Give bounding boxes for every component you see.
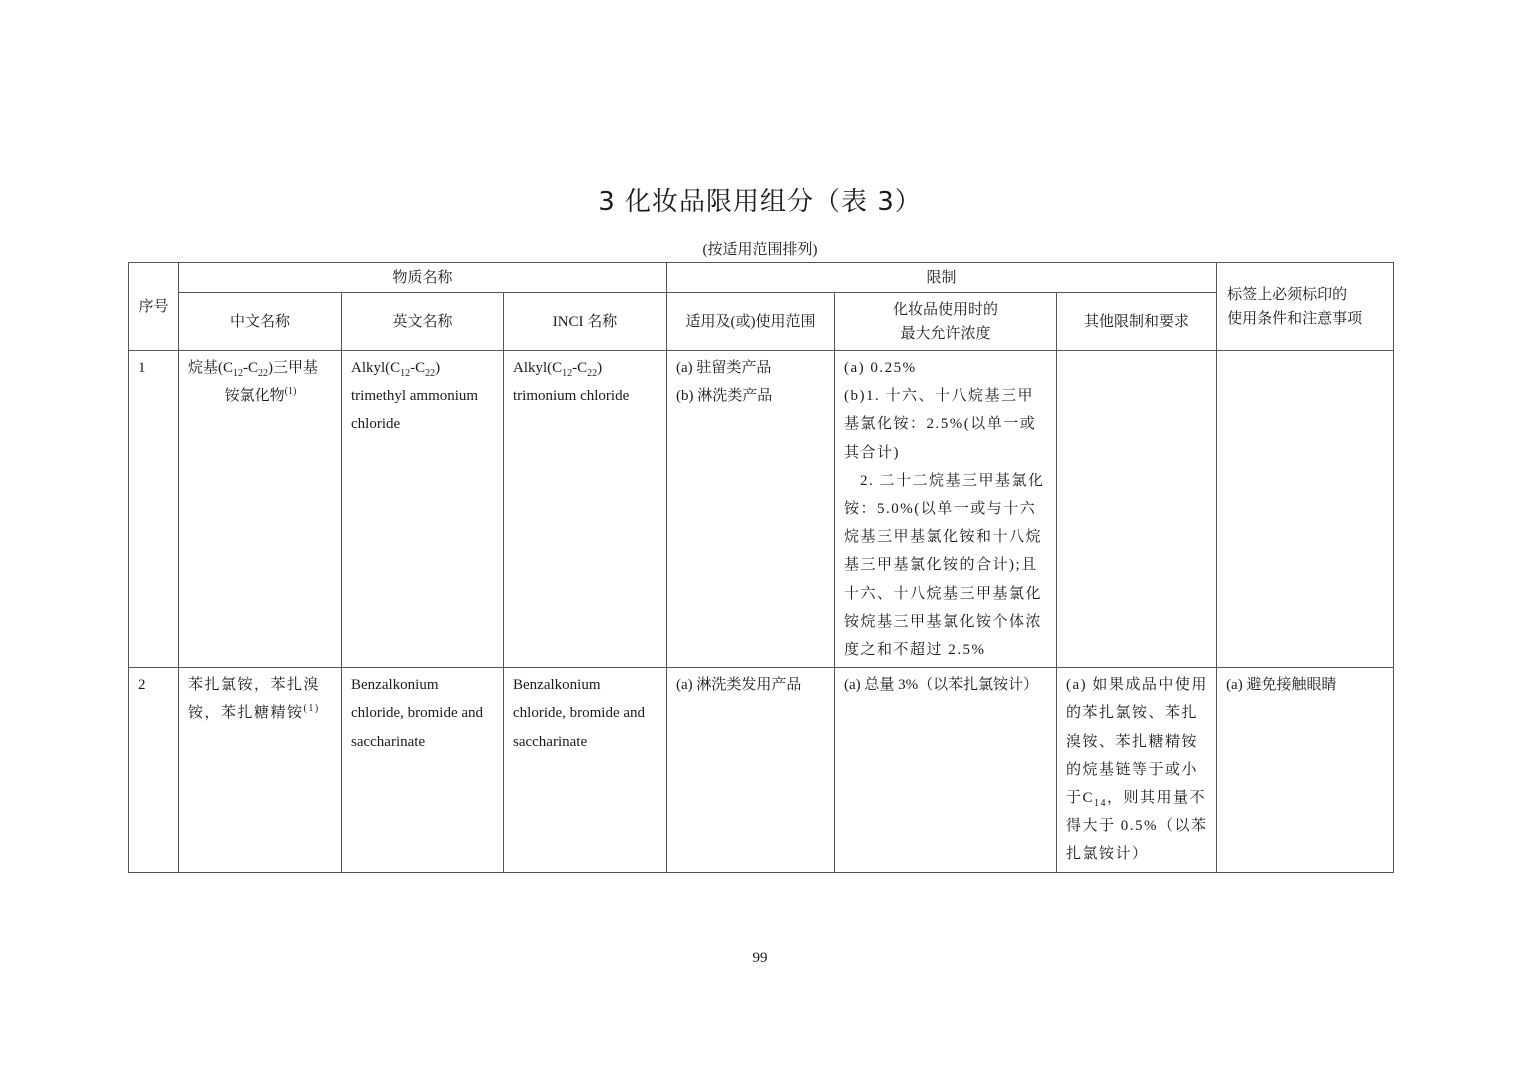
- row-1-other-requirements: [1057, 351, 1217, 668]
- row-1-cn-name-line2: 铵氯化物$^{(1)}$: [224, 386, 297, 405]
- row-1-scope-b: (b) 淋洗类产品: [676, 388, 773, 405]
- row-1-inci-name-line2: trimonium chloride: [513, 388, 630, 405]
- row-2-en-name-line1: Benzalkonium: [351, 677, 439, 694]
- document-subtitle: (按适用范围排列): [702, 242, 818, 258]
- row-2-en-name-line3: saccharinate: [351, 733, 426, 750]
- table-row: [129, 351, 1394, 668]
- row-2-max-concentration: (a) 总量 3%（以苯扎氯铵计）: [835, 668, 1057, 872]
- header-cn-name: 中文名称: [179, 293, 342, 351]
- table-row: [129, 668, 1394, 872]
- row-1-en-name-line2: trimethyl ammonium: [351, 388, 479, 405]
- header-other-requirements: 其他限制和要求: [1057, 293, 1217, 351]
- row-1-en-name: [342, 351, 504, 668]
- header-en-name: 英文名称: [342, 293, 504, 351]
- row-1-scope: [667, 351, 835, 668]
- row-1-cn-name-line1: 烷基$(C_{12}-C_{22})$三甲基: [188, 360, 319, 379]
- document-title: 3 化妆品限用组分（表 3）: [598, 187, 922, 217]
- header-seq: 序号: [129, 263, 179, 351]
- row-2-inci-name-line3: saccharinate: [513, 733, 588, 750]
- row-2-scope: (a) 淋洗类发用产品: [667, 668, 835, 872]
- header-max-conc-line2: 最大允许浓度: [900, 325, 991, 342]
- row-1-en-name-line3: chloride: [351, 416, 401, 433]
- row-1-seq: 1: [129, 351, 179, 668]
- header-scope: 适用及(或)使用范围: [667, 293, 835, 351]
- page-number: 99: [752, 950, 768, 966]
- header-row-1: [129, 263, 1394, 293]
- row-1-label-conditions: [1217, 351, 1394, 668]
- row-2-other-requirements: (a) 如果成品中使用的苯扎氯铵、苯扎溴铵、苯扎糖精铵的烷基链等于或小于$C_{14}$，则其用量不得大于 0.5%（以苯扎氯铵计）: [1057, 668, 1217, 872]
- header-row-2: [129, 293, 1394, 351]
- row-2-cn-name: 苯扎氯铵，苯扎溴铵，苯扎糖精铵$^{(1)}$: [179, 668, 342, 872]
- footnote-marker: (1): [303, 703, 320, 715]
- footnote-marker: (1): [284, 386, 297, 398]
- row-2-inci-name-line1: Benzalkonium: [513, 677, 601, 694]
- row-1-max-conc-a: (a) 0.25%: [844, 360, 917, 376]
- header-restrictions: 限制: [667, 263, 1217, 293]
- restricted-components-table: [128, 262, 1394, 873]
- row-2-en-name-line2: chloride, bromide and: [351, 705, 484, 722]
- header-max-conc-line1: 化妆品使用时的: [893, 301, 999, 318]
- header-label-conditions: [1217, 263, 1394, 351]
- row-2-inci-name-line2: chloride, bromide and: [513, 705, 646, 722]
- row-2-label-conditions: (a) 避免接触眼睛: [1217, 668, 1394, 872]
- header-label-line2: 使用条件和注意事项: [1227, 310, 1363, 327]
- header-label-line1: 标签上必须标印的: [1227, 286, 1348, 303]
- row-1-inci-name-line1: $Alkyl(C_{12}-C_{22})$: [513, 360, 603, 379]
- row-2-en-name: [342, 668, 504, 872]
- row-1-scope-a: (a) 驻留类产品: [676, 360, 772, 376]
- header-max-concentration: [835, 293, 1057, 351]
- row-2-seq: 2: [129, 668, 179, 872]
- header-substance-name: 物质名称: [179, 263, 667, 293]
- row-1-max-concentration: [835, 351, 1057, 668]
- row-1-max-conc-b1: (b)1. 十六、十八烷基三甲基氯化铵：2.5%(以单一或其合计): [844, 388, 1037, 461]
- row-2-inci-name: [504, 668, 667, 872]
- row-1-inci-name: [504, 351, 667, 668]
- row-1-en-name-line1: $Alkyl(C_{12}-C_{22})$: [351, 360, 441, 379]
- header-inci-name: INCI 名称: [504, 293, 667, 351]
- row-1-cn-name: [179, 351, 342, 668]
- row-1-max-conc-b2: 2. 二十二烷基三甲基氯化铵：5.0%(以单一或与十六烷基三甲基氯化铵和十八烷基三甲基氯化铵的合计);且十六、十八烷基三甲基氯化铵烷基三甲基氯化铵个体浓度之和不超过 2.5%: [844, 472, 1045, 659]
